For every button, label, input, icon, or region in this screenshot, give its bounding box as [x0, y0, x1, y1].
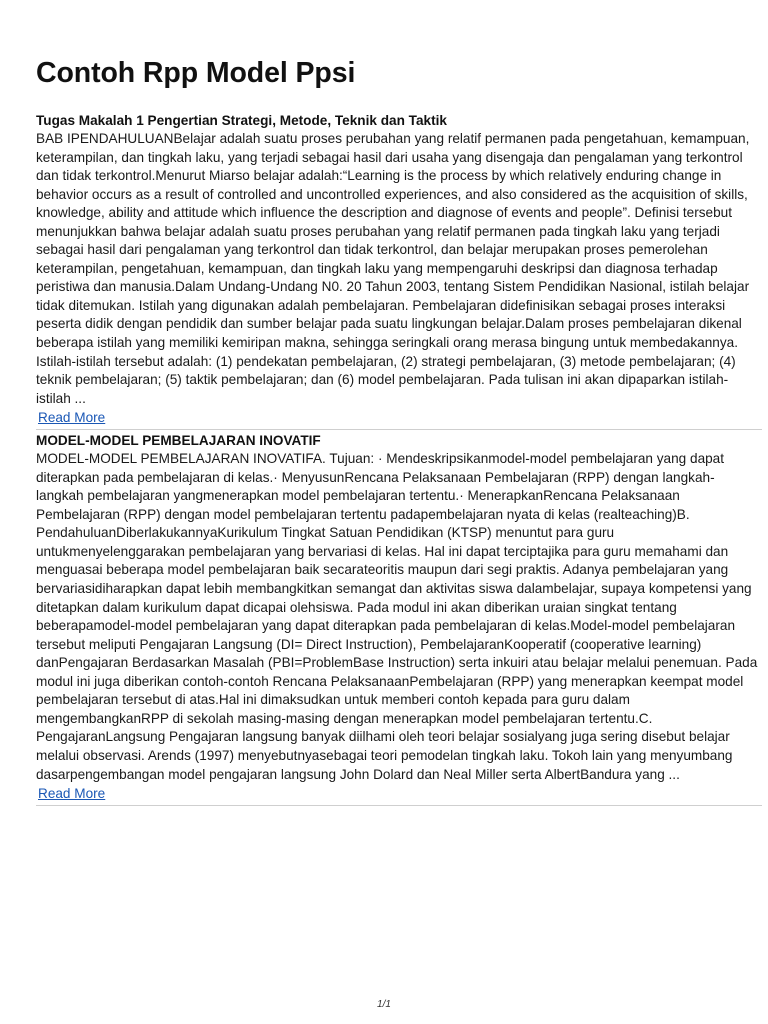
read-more-link[interactable]: Read More	[38, 786, 106, 802]
page-number: 1/1	[377, 999, 391, 1010]
read-more-link[interactable]: Read More	[38, 410, 106, 426]
article-body: MODEL-MODEL PEMBELAJARAN INOVATIFA. Tujuan: · Mendeskripsikanmodel-model pembelajaran yang dapat diterapkan pada pembelajaran di kelas.· MenyusunRencana Pelaksanaan Pembelajaran (RPP) dengan langkah-langkah pembelajaran yangmenerapkan model pembelajaran tertentu.· MenerapkanRencana Pelaksanaan Pembelajaran (RPP) dengan model pembelajaran tertentu padapembelajaran nyata di kelas (realteaching)B. PendahuluanDiberlakukannyaKurikulum Tingkat Satuan Pendidikan (KTSP) menuntut para guru untukmenyelenggarakan pembelajaran yang bervariasi di kelas. Hal ini dapat terciptajika para guru memahami dan menguasai beberapa model pembelajaran baik secarateoritis maupun dari segi praktis. Adanya pembelajaran yang bervariasidiharapkan dapat lebih membangkitkan semangat dan aktivitas siswa dalambelajar, supaya kompetensi yang ditetapkan dalam kurikulum dapat dicapai olehsiswa. Pada modul ini akan diberikan uraian singkat tentang beberapamodel-model pembelajaran yang dapat diterapkan pada pembelajaran di kelas.Model-model pembelajaran tersebut meliputi Pengajaran Langsung (DI= Direct Instruction), PembelajaranKooperatif (cooperative learning) danPengajaran Berdasarkan Masalah (PBI=ProblemBase Instruction) serta inkuiri atau belajar melalui penemuan. Pada modul ini juga diberikan contoh-contoh Rencana PelaksanaanPembelajaran (RPP) yang menerapkan keempat model pembelajaran tersebut di atas.Hal ini dimaksudkan untuk memberi contoh kepada para guru dalam mengembangkanRPP di sekolah masing-masing dengan menerapkan model pembelajaran tertentu.C. PengajaranLangsung Pengajaran langsung banyak diilhami oleh teori belajar sosialyang juga sering disebut belajar melalui observasi. Arends (1997) menyebutnyasebagai teori pemodelan tingkah laku. Tokoh lain yang menyumbang dasarpengembangan model pengajaran langsung John Dolard dan Neal Miller serta AlbertBandura yang ...	[36, 451, 758, 782]
document-page	[36, 0, 762, 806]
article-body: BAB IPENDAHULUANBelajar adalah suatu proses perubahan yang relatif permanen pada pengetahuan, kemampuan, keterampilan, dan tingkah laku, yang terjadi sebagai hasil dari usaha yang disengaja dan pengalaman yang terkontrol dan tidak terkontrol.Menurut Miarso belajar adalah:“Learning is the process by which relatively enduring change in behavior occurs as a result of controlled and uncontrolled experiences, and also considered as the acquisition of skills, knowledge, ability and attitude which influence the description and diagnose of events and people”. Definisi tersebut menunjukkan bahwa belajar adalah suatu proses perubahan yang relatif permanen pada tingkah laku yang terjadi sebagai hasil dari pengalaman yang terkontrol dan tidak terkontrol, dan belajar merupakan proses pemerolehan keterampilan, pengetahuan, kemampuan, dan tingkah laku yang mempengaruhi deskripsi dan diagnosa terhadap peristiwa dan manusia.Dalam Undang-Undang N0. 20 Tahun 2003, tentang Sistem Pendidikan Nasional, istilah belajar tidak ditemukan. Istilah yang digunakan adalah pembelajaran. Pembelajaran didefinisikan sebagai proses interaksi peserta didik dengan pendidik dan sumber belajar pada suatu lingkungan belajar.Dalam proses pembelajaran dikenal beberapa istilah yang memiliki kemiripan makna, sehingga seringkali orang merasa bingung untuk membedakannya. Istilah-istilah tersebut adalah: (1) pendekatan pembelajaran, (2) strategi pembelajaran, (3) metode pembelajaran; (4) teknik pembelajaran; (5) taktik pembelajaran; dan (6) model pembelajaran. Pada tulisan ini akan dipaparkan istilah-istilah ...	[36, 131, 750, 406]
article-2	[36, 432, 762, 806]
article-divider	[36, 429, 762, 430]
article-1	[36, 112, 762, 430]
article-title: MODEL-MODEL PEMBELAJARAN INOVATIF	[36, 433, 321, 449]
page-title: Contoh Rpp Model Ppsi	[36, 57, 356, 89]
article-title: Tugas Makalah 1 Pengertian Strategi, Metode, Teknik dan Taktik	[36, 113, 447, 128]
article-divider	[36, 805, 762, 806]
